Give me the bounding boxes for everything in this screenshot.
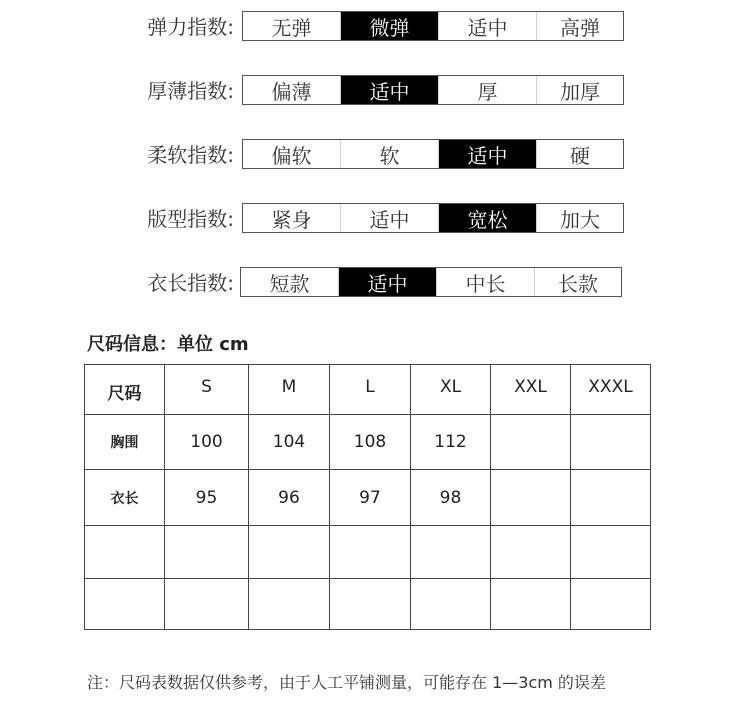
scale-option-selected: 适中: [341, 76, 439, 104]
size-column-header: XXL: [491, 365, 571, 415]
scale-option: 加厚: [560, 79, 600, 104]
scale-option: 硬: [570, 143, 590, 168]
scale-option: 厚: [439, 76, 537, 104]
measure-value-cell: 97: [330, 470, 411, 526]
measure-value-cell: 112: [411, 415, 491, 470]
measure-value-cell: [249, 579, 330, 630]
scale-option: 偏薄: [243, 76, 341, 104]
elasticity-index-label: 弹力指数:: [147, 15, 234, 39]
fit-index-row: [0, 202, 750, 236]
size-table-header-row: [85, 365, 651, 415]
size-table-row: [85, 526, 651, 579]
measure-value-cell: [571, 579, 651, 630]
size-column-header: S: [165, 365, 249, 415]
measure-value-cell: 98: [411, 470, 491, 526]
measure-value-cell: [330, 526, 411, 579]
elasticity-index-row: [0, 10, 750, 44]
length-index-label: 衣长指数:: [147, 271, 234, 295]
measure-value-cell: [571, 415, 651, 470]
size-column-header: XXXL: [571, 365, 651, 415]
measure-value-cell: [165, 579, 249, 630]
measure-value-cell: [491, 415, 571, 470]
elasticity-index-scale: [242, 11, 624, 41]
scale-option-selected: 微弹: [341, 12, 439, 40]
scale-option: 偏软: [243, 140, 341, 168]
measure-value-cell: 100: [165, 415, 249, 470]
size-column-label: 尺码: [85, 365, 165, 415]
size-info-heading: 尺码信息：单位 cm: [87, 334, 249, 355]
measure-value-cell: [330, 579, 411, 630]
fit-index-label: 版型指数:: [147, 207, 234, 231]
measure-label-cell: 衣长: [85, 470, 165, 526]
scale-option: 适中: [439, 12, 537, 40]
measure-label-cell: [85, 526, 165, 579]
scale-option: 软: [341, 140, 439, 168]
scale-option-selected: 宽松: [439, 204, 537, 232]
measure-value-cell: [491, 579, 571, 630]
measure-value-cell: [165, 526, 249, 579]
scale-option: 中长: [437, 268, 535, 296]
scale-option: 紧身: [243, 204, 341, 232]
measure-value-cell: 95: [165, 470, 249, 526]
size-table-row: [85, 470, 651, 526]
measure-value-cell: [491, 526, 571, 579]
size-column-header: L: [330, 365, 411, 415]
softness-index-scale: [242, 139, 624, 169]
scale-option: 长款: [558, 271, 598, 296]
thickness-index-row: [0, 74, 750, 108]
measure-label-cell: 胸围: [85, 415, 165, 470]
measure-value-cell: [411, 579, 491, 630]
scale-option: 加大: [560, 207, 600, 232]
size-column-header: XL: [411, 365, 491, 415]
length-index-scale: [240, 267, 622, 297]
measure-value-cell: 96: [249, 470, 330, 526]
measure-value-cell: [411, 526, 491, 579]
scale-option-selected: 适中: [439, 140, 537, 168]
scale-option: 高弹: [560, 15, 600, 40]
size-table-row: [85, 579, 651, 630]
scale-option: 适中: [341, 204, 439, 232]
size-disclaimer-note: 注：尺码表数据仅供参考，由于人工平铺测量，可能存在 1—3cm 的误差: [87, 673, 606, 692]
measure-label-cell: [85, 579, 165, 630]
thickness-index-scale: [242, 75, 624, 105]
measure-value-cell: [249, 526, 330, 579]
measure-value-cell: [571, 526, 651, 579]
softness-index-row: [0, 138, 750, 172]
size-column-header: M: [249, 365, 330, 415]
fit-index-scale: [242, 203, 624, 233]
scale-option-selected: 适中: [339, 268, 437, 296]
scale-option: 无弹: [243, 12, 341, 40]
measure-value-cell: 108: [330, 415, 411, 470]
scale-option: 短款: [241, 268, 339, 296]
measure-value-cell: [491, 470, 571, 526]
size-table: [84, 364, 651, 630]
length-index-row: [0, 266, 750, 300]
softness-index-label: 柔软指数:: [147, 143, 234, 167]
size-table-row: [85, 415, 651, 470]
measure-value-cell: [571, 470, 651, 526]
measure-value-cell: 104: [249, 415, 330, 470]
thickness-index-label: 厚薄指数:: [147, 79, 234, 103]
